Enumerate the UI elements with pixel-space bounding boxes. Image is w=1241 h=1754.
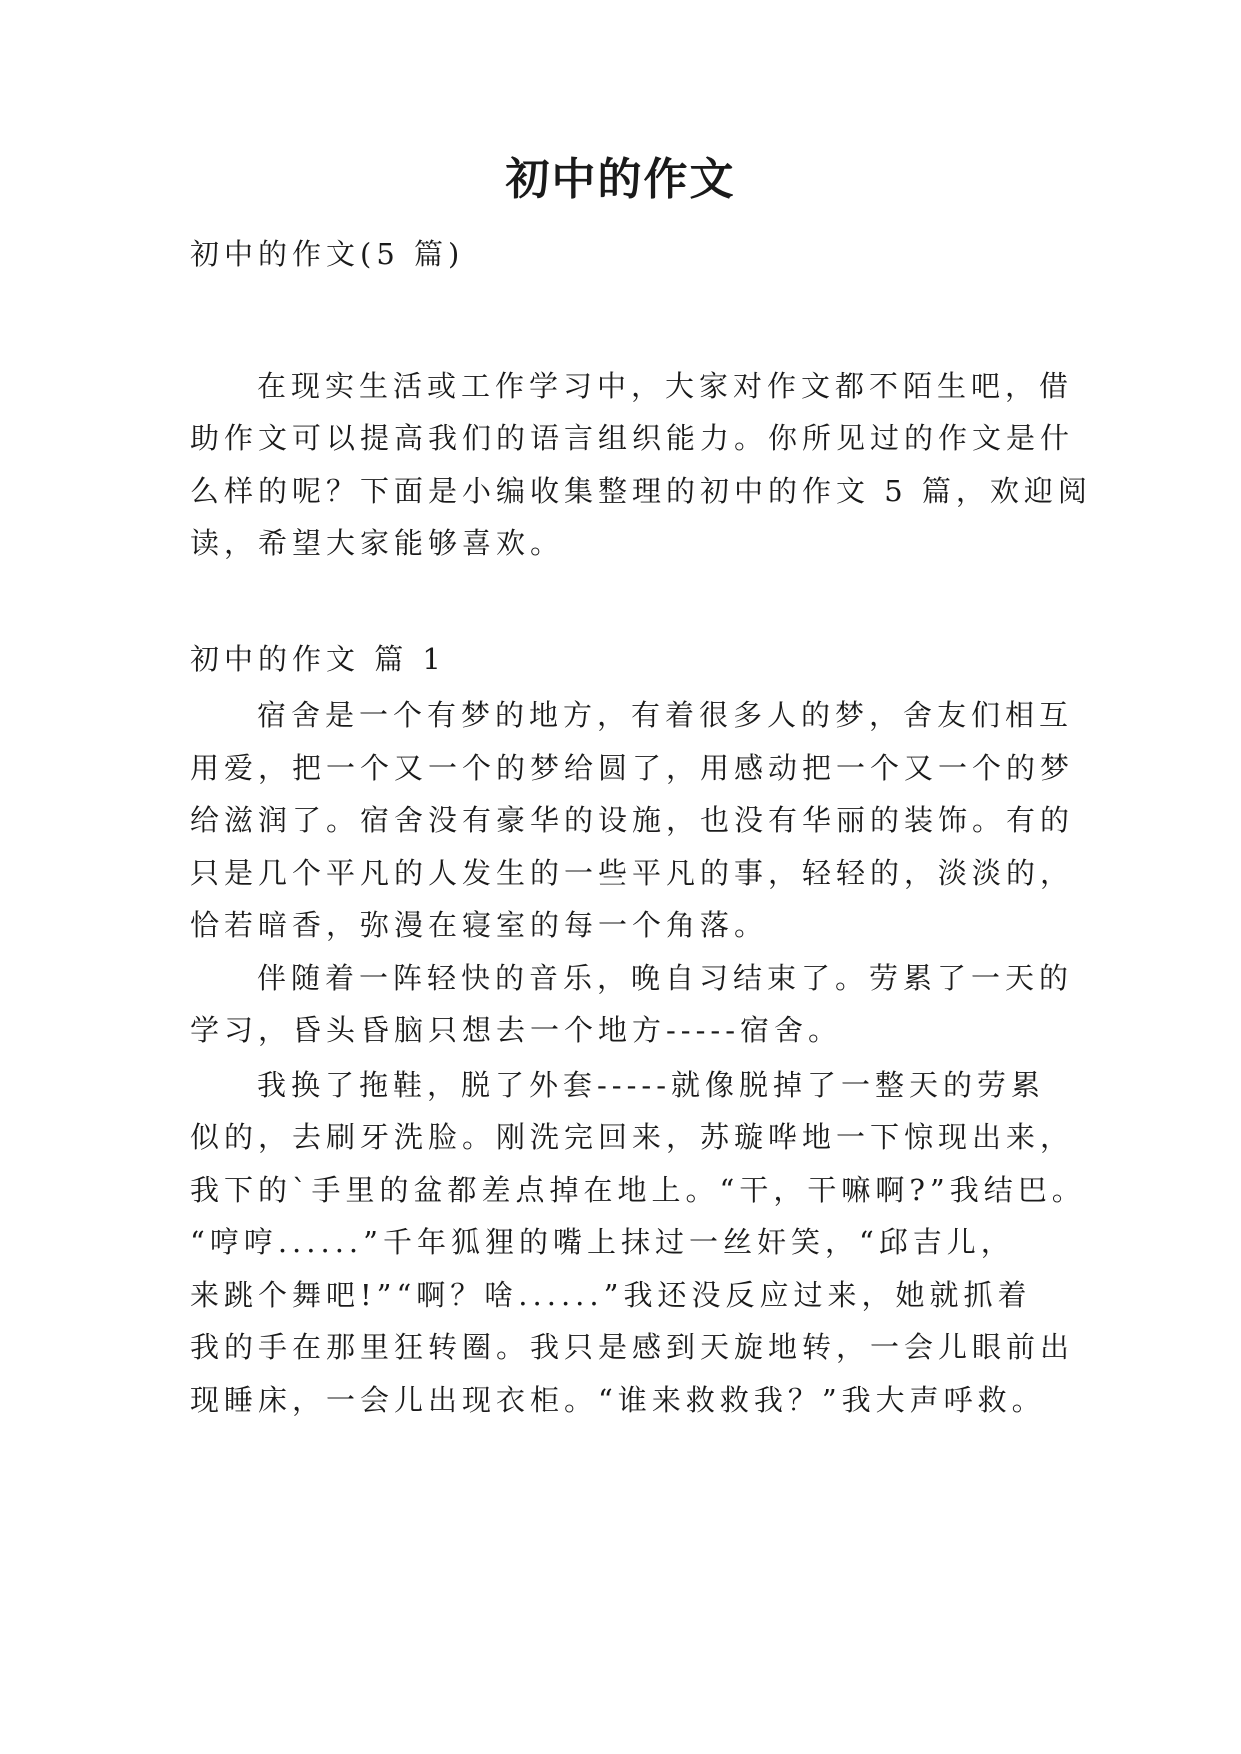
body-line: 伴随着一阵轻快的音乐，晚自习结束了。劳累了一天的 xyxy=(257,961,1074,995)
body-line: 现睡床，一会儿出现衣柜。“谁来救救我？”我大声呼救。 xyxy=(190,1383,1046,1417)
intro-line: 助作文可以提高我们的语言组织能力。你所见过的作文是什 xyxy=(190,421,1075,455)
body-line: 恰若暗香，弥漫在寝室的每一个角落。 xyxy=(190,908,769,942)
body-line: 用爱，把一个又一个的梦给圆了，用感动把一个又一个的梦 xyxy=(190,751,1075,785)
section-heading: 初中的作文 篇 1 xyxy=(190,642,446,676)
body-line: 宿舍是一个有梦的地方，有着很多人的梦，舍友们相互 xyxy=(257,698,1074,732)
body-line: 学习，昏头昏脑只想去一个地方-----宿舍。 xyxy=(190,1013,842,1047)
document-title: 初中的作文 xyxy=(505,154,736,205)
body-line: 给滋润了。宿舍没有豪华的设施，也没有华丽的装饰。有的 xyxy=(190,803,1075,837)
intro-line: 么样的呢？下面是小编收集整理的初中的作文 5 篇，欢迎阅 xyxy=(190,474,1092,508)
intro-line: 在现实生活或工作学习中，大家对作文都不陌生吧，借 xyxy=(257,369,1074,403)
body-line: 我换了拖鞋，脱了外套-----就像脱掉了一整天的劳累 xyxy=(257,1068,1045,1102)
body-line: 似的，去刷牙洗脸。刚洗完回来，苏璇哗地一下惊现出来， xyxy=(190,1120,1075,1154)
body-line: “哼哼......”千年狐狸的嘴上抹过一丝奸笑，“邱吉儿， xyxy=(190,1225,1015,1259)
document-subtitle: 初中的作文(5 篇) xyxy=(190,237,465,271)
body-line: 来跳个舞吧!”“啊？啥......”我还没反应过来，她就抓着 xyxy=(190,1278,1032,1312)
body-line: 我下的`手里的盆都差点掉在地上。“干，干嘛啊?”我结巴。 xyxy=(190,1173,1086,1207)
body-line: 只是几个平凡的人发生的一些平凡的事，轻轻的，淡淡的， xyxy=(190,856,1075,890)
intro-line: 读，希望大家能够喜欢。 xyxy=(190,526,565,560)
body-line: 我的手在那里狂转圈。我只是感到天旋地转，一会儿眼前出 xyxy=(190,1330,1075,1364)
